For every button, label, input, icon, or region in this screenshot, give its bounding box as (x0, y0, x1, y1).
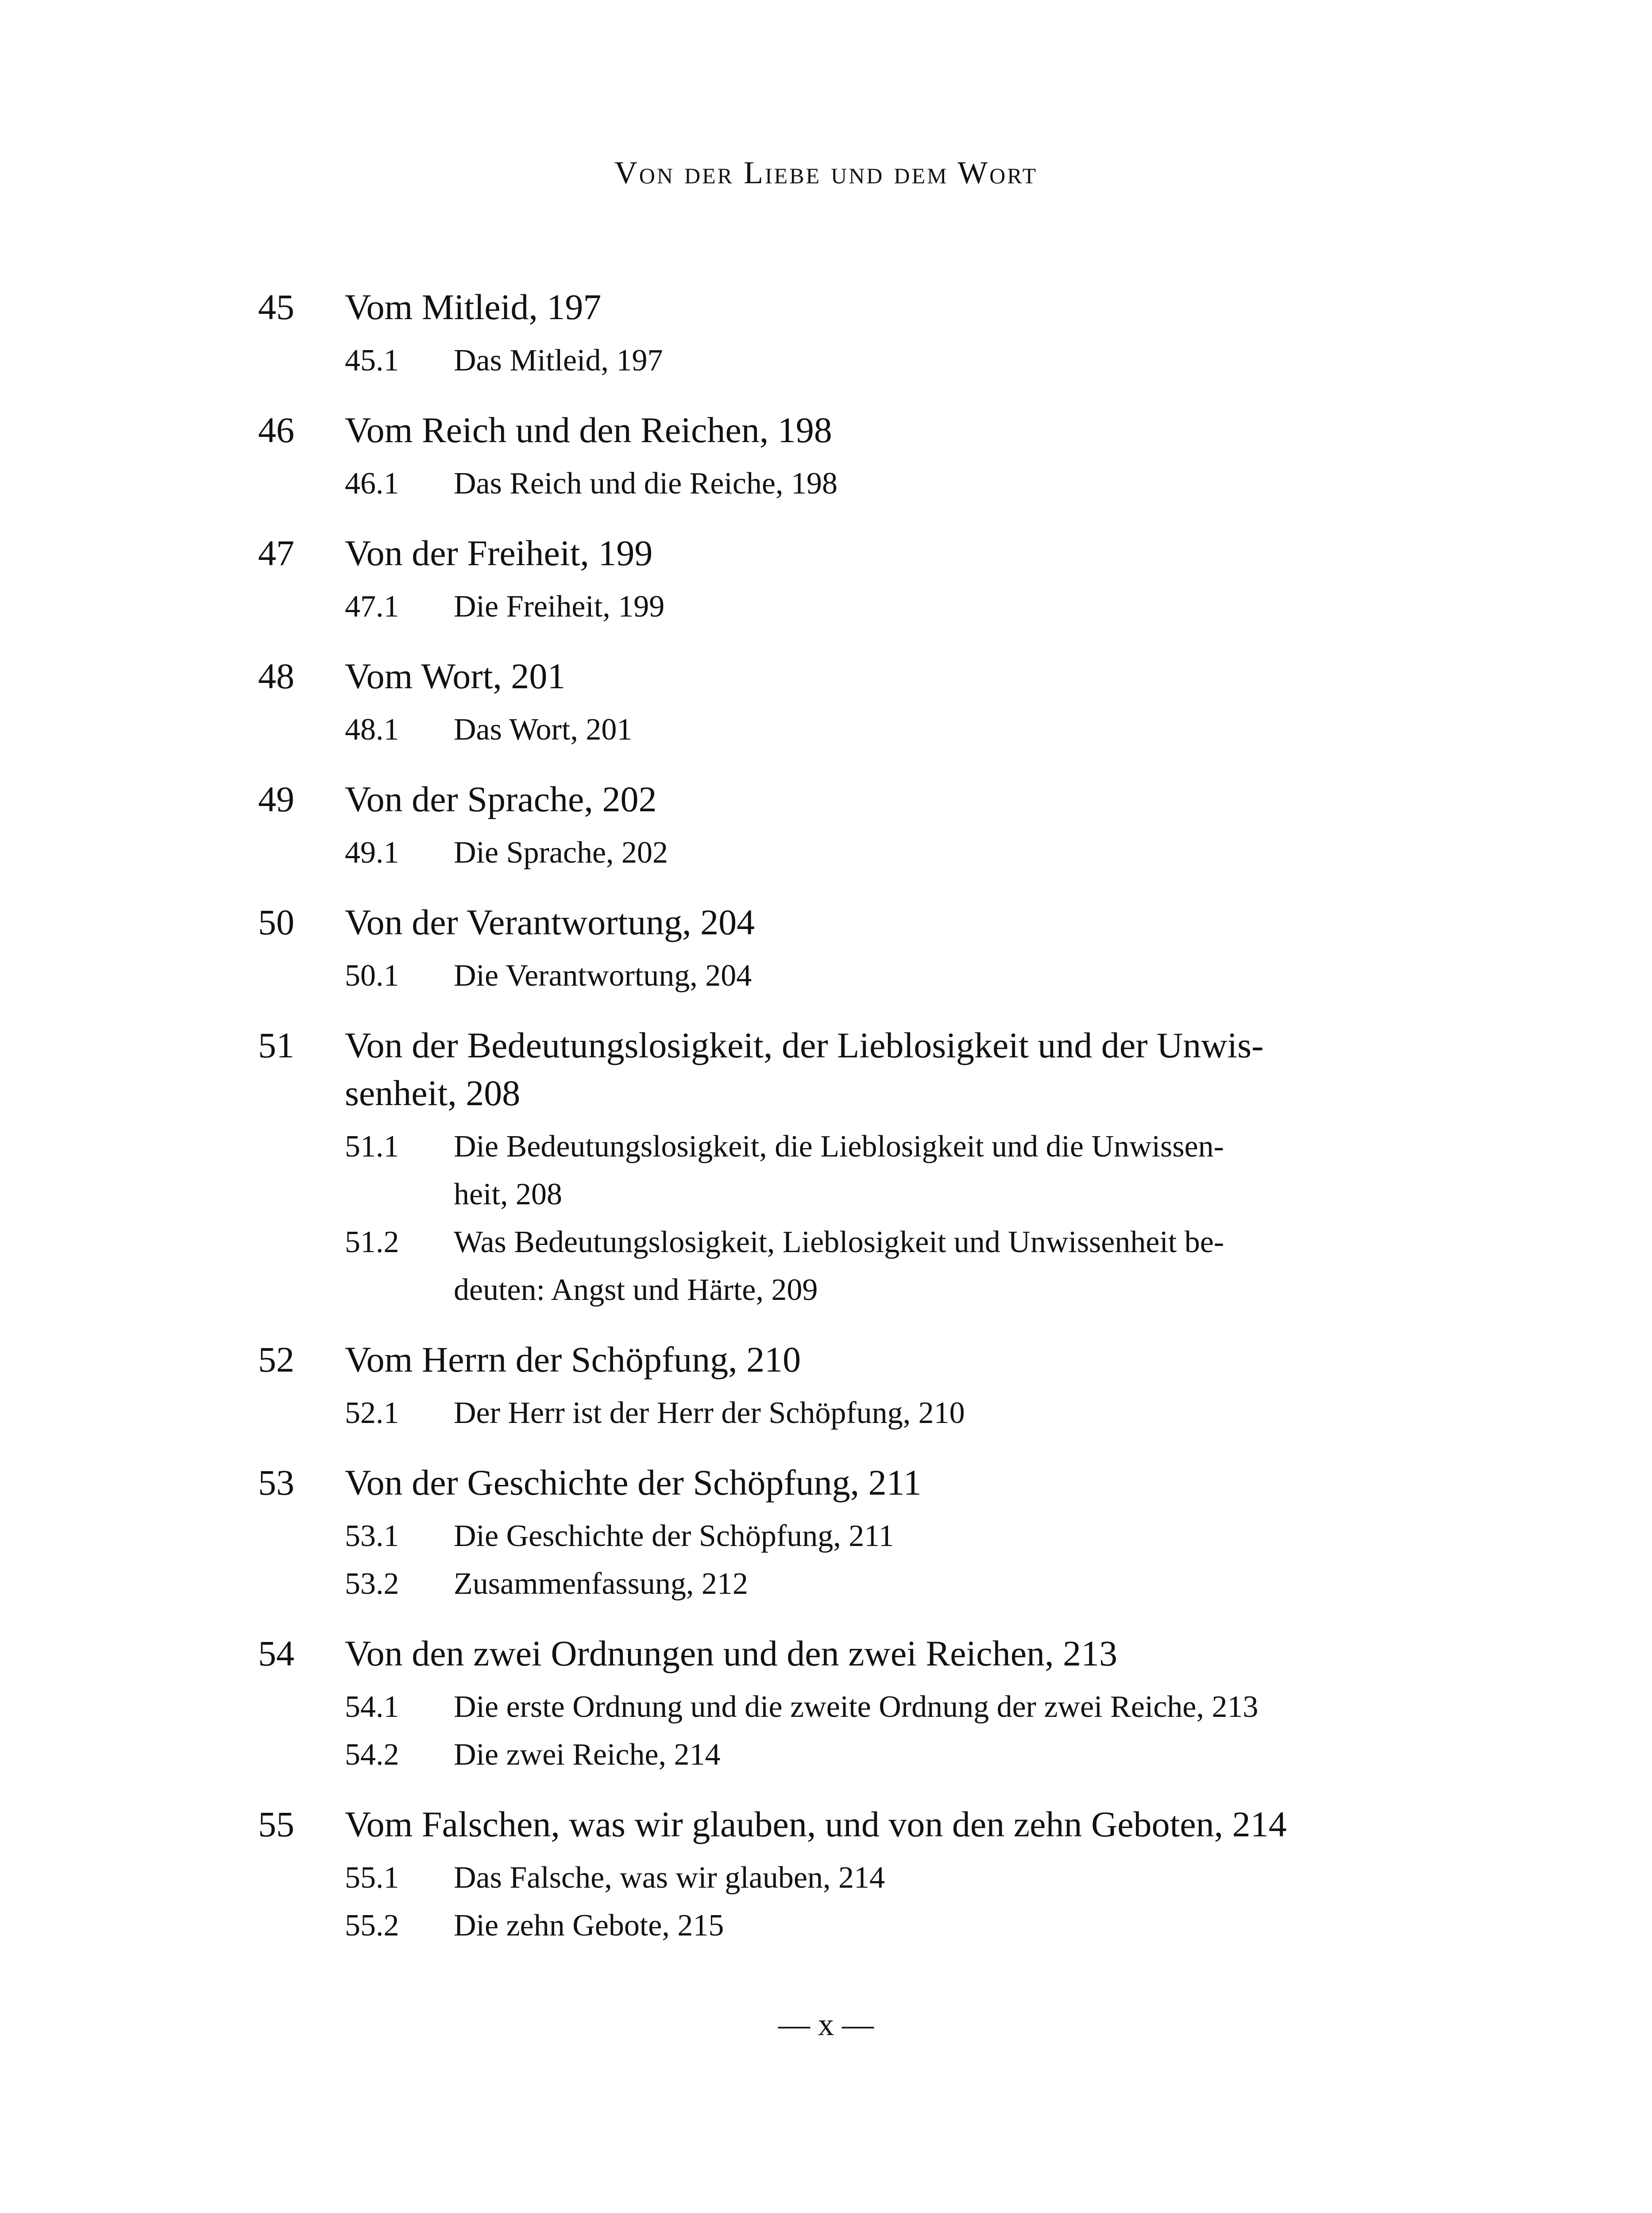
section-title (454, 1123, 1224, 1218)
toc-chapter (258, 406, 1630, 508)
chapter-title (345, 406, 832, 454)
section-title-line: Zusammenfassung, 212 (454, 1567, 748, 1601)
section-title (454, 1683, 1258, 1731)
chapter-title-line: Vom Mitleid, 197 (345, 287, 602, 327)
section-number: 54.1 (345, 1690, 399, 1724)
section-title-line: Der Herr ist der Herr der Schöpfung, 210 (454, 1396, 965, 1430)
toc-chapter (258, 1022, 1630, 1314)
section-number: 53.2 (345, 1567, 399, 1601)
toc-chapter (258, 529, 1630, 631)
section-title-line: Die zehn Gebote, 215 (454, 1908, 724, 1943)
toc-chapter (258, 898, 1630, 1000)
chapter-number: 52 (258, 1339, 294, 1380)
section-title (454, 460, 838, 508)
chapter-entry (258, 529, 1630, 577)
chapter-title (345, 898, 755, 946)
chapter-title-line: Vom Herrn der Schöpfung, 210 (345, 1339, 801, 1380)
section-title-line: Die Sprache, 202 (454, 836, 668, 870)
section-number: 51.1 (345, 1130, 399, 1164)
section-title (454, 1218, 1224, 1314)
section-number: 46.1 (345, 467, 399, 501)
section-title (454, 1560, 748, 1608)
section-entry (345, 1123, 1630, 1218)
chapter-entry (258, 1630, 1630, 1677)
section-title (454, 583, 664, 631)
section-title-line: Das Falsche, was wir glauben, 214 (454, 1861, 885, 1895)
section-entry (345, 337, 1630, 385)
chapter-title-line: Vom Reich und den Reichen, 198 (345, 410, 832, 450)
section-title-line: Das Reich und die Reiche, 198 (454, 467, 838, 501)
chapter-title-line: Von der Sprache, 202 (345, 779, 657, 819)
chapter-entry (258, 1022, 1630, 1117)
chapter-title (345, 283, 601, 331)
section-title-line: Die zwei Reiche, 214 (454, 1738, 721, 1772)
chapter-title-line: Von der Geschichte der Schöpfung, 211 (345, 1462, 922, 1503)
toc-chapter (258, 652, 1630, 754)
chapter-number: 48 (258, 656, 294, 696)
chapter-title-line: senheit, 208 (345, 1073, 521, 1113)
section-entry (345, 1902, 1630, 1950)
chapter-entry (258, 898, 1630, 946)
section-number: 47.1 (345, 590, 399, 624)
section-number: 51.2 (345, 1225, 399, 1259)
section-title (454, 706, 632, 754)
section-number: 48.1 (345, 713, 399, 747)
section-number: 55.2 (345, 1908, 399, 1943)
chapter-number: 47 (258, 533, 294, 573)
section-title (454, 337, 663, 385)
section-number: 49.1 (345, 836, 399, 870)
section-title (454, 829, 668, 877)
chapter-title-line: Vom Falschen, was wir glauben, und von den zehn Geboten, 214 (345, 1804, 1287, 1844)
chapter-entry (258, 283, 1630, 331)
section-entry (345, 1683, 1630, 1731)
section-number: 55.1 (345, 1861, 399, 1895)
section-entry (345, 829, 1630, 877)
running-head: Von der Liebe und dem Wort (614, 155, 1038, 190)
section-number: 52.1 (345, 1396, 399, 1430)
chapter-title (345, 1336, 801, 1384)
section-entry (345, 952, 1630, 1000)
chapter-number: 51 (258, 1025, 294, 1065)
section-title (454, 1854, 885, 1902)
chapter-entry (258, 1336, 1630, 1384)
section-title (454, 952, 752, 1000)
chapter-title (345, 529, 652, 577)
chapter-entry (258, 1459, 1630, 1507)
section-entry (345, 1854, 1630, 1902)
section-number: 50.1 (345, 959, 399, 993)
section-entry (345, 1512, 1630, 1560)
section-entry (345, 583, 1630, 631)
section-entry (345, 1218, 1630, 1314)
section-title (454, 1389, 965, 1437)
section-number: 45.1 (345, 343, 399, 378)
chapter-number: 50 (258, 902, 294, 942)
chapter-number: 55 (258, 1804, 294, 1844)
section-title-line: Die Bedeutungslosigkeit, die Lieblosigkeit und die Unwissen- (454, 1130, 1224, 1164)
page-number: — x — (778, 2007, 874, 2042)
chapter-title (345, 652, 565, 700)
section-title-line: heit, 208 (454, 1177, 562, 1211)
section-title-line: Die Geschichte der Schöpfung, 211 (454, 1519, 894, 1553)
toc-chapter (258, 775, 1630, 877)
section-entry (345, 1389, 1630, 1437)
chapter-entry (258, 1800, 1630, 1848)
chapter-title (345, 1459, 922, 1507)
chapter-title-line: Von der Bedeutungslosigkeit, der Lieblosigkeit und der Unwis- (345, 1025, 1264, 1065)
chapter-title (345, 1630, 1117, 1677)
chapter-number: 54 (258, 1633, 294, 1673)
section-title-line: Die Verantwortung, 204 (454, 959, 752, 993)
toc-chapter (258, 1630, 1630, 1779)
chapter-title-line: Von der Verantwortung, 204 (345, 902, 755, 942)
section-number: 53.1 (345, 1519, 399, 1553)
section-title (454, 1731, 721, 1779)
chapter-title-line: Von den zwei Ordnungen und den zwei Reichen, 213 (345, 1633, 1118, 1673)
toc-chapter (258, 1800, 1630, 1950)
section-title-line: Das Mitleid, 197 (454, 343, 663, 378)
section-title (454, 1512, 894, 1560)
section-title-line: deuten: Angst und Härte, 209 (454, 1273, 818, 1307)
chapter-number: 45 (258, 287, 294, 327)
section-number: 54.2 (345, 1738, 399, 1772)
section-title-line: Die Freiheit, 199 (454, 590, 665, 624)
chapter-number: 46 (258, 410, 294, 450)
section-title-line: Das Wort, 201 (454, 713, 633, 747)
chapter-title (345, 1022, 1264, 1117)
chapter-title (345, 1800, 1287, 1848)
toc-chapter (258, 1336, 1630, 1437)
chapter-title-line: Von der Freiheit, 199 (345, 533, 653, 573)
table-of-contents (258, 283, 1630, 1950)
section-entry (345, 1731, 1630, 1779)
chapter-title-line: Vom Wort, 201 (345, 656, 566, 696)
chapter-number: 53 (258, 1462, 294, 1503)
section-entry (345, 460, 1630, 508)
toc-chapter (258, 283, 1630, 385)
chapter-entry (258, 652, 1630, 700)
chapter-number: 49 (258, 779, 294, 819)
section-entry (345, 1560, 1630, 1608)
chapter-entry (258, 775, 1630, 823)
toc-chapter (258, 1459, 1630, 1608)
section-title (454, 1902, 724, 1950)
section-title-line: Die erste Ordnung und die zweite Ordnung der zwei Reiche, 213 (454, 1690, 1258, 1724)
section-entry (345, 706, 1630, 754)
section-title-line: Was Bedeutungslosigkeit, Lieblosigkeit und Unwissenheit be- (454, 1225, 1224, 1259)
chapter-title (345, 775, 656, 823)
chapter-entry (258, 406, 1630, 454)
